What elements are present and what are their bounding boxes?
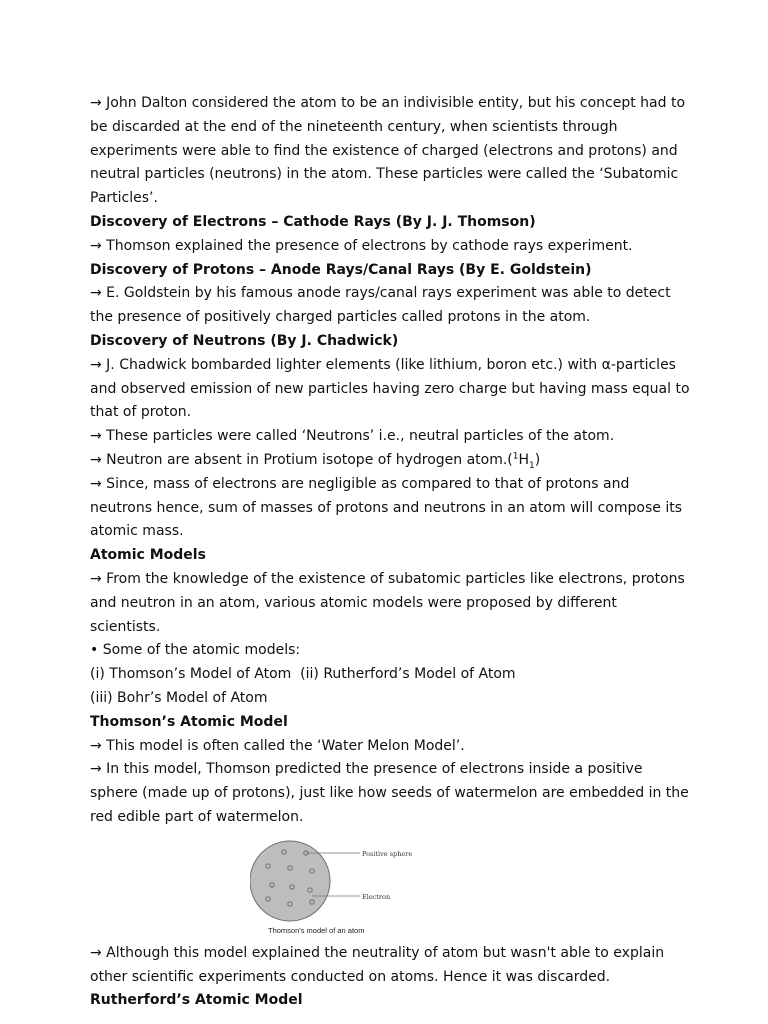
isotope-symbol: H: [518, 451, 530, 468]
paragraph-models-2: • Some of the atomic models:: [90, 642, 301, 659]
paragraph-neutrons-2: → These particles were called ‘Neutrons’ i.e., neutral particles of the atom.: [90, 428, 615, 445]
thomson-model-diagram: [250, 838, 450, 938]
paragraph-thomson-1: → This model is often called the ‘Water Melon Model’.: [90, 737, 465, 754]
heading-atomic-models: Atomic Models: [90, 547, 206, 564]
document-body: [90, 92, 690, 1013]
heading-neutrons: Discovery of Neutrons (By J. Chadwick): [90, 332, 399, 349]
paragraph-electrons: → Thomson explained the presence of electrons by cathode rays experiment.: [90, 237, 633, 254]
paragraph-protons: → E. Goldstein by his famous anode rays/canal rays experiment was able to detect the presence of positively charged particles called protons in the atom.: [90, 285, 671, 326]
isotope-mass-number: 1: [512, 451, 519, 462]
neutrons-3-close: ): [534, 451, 541, 468]
paragraph-after-figure: → Although this model explained the neutrality of atom but wasn't able to explain other scientific experiments conducted on atoms. Hence it was discarded.: [90, 944, 665, 985]
paragraph-neutrons-3: [90, 449, 690, 473]
isotope-atomic-number: 1: [529, 460, 535, 471]
heading-electrons: Discovery of Electrons – Cathode Rays (By J. J. Thomson): [90, 213, 536, 230]
thomson-model-figure: [90, 838, 690, 938]
electron-label: Electron: [362, 892, 391, 901]
paragraph-models-1: → From the knowledge of the existence of subatomic particles like electrons, protons and neutron in an atom, various atomic models were proposed by different scientists.: [90, 570, 685, 635]
heading-thomson: Thomson’s Atomic Model: [90, 713, 288, 730]
neutrons-3-text: → Neutron are absent in Protium isotope of hydrogen atom.(: [90, 451, 513, 468]
heading-rutherford: Rutherford’s Atomic Model: [90, 992, 303, 1009]
paragraph-neutrons-4: → Since, mass of electrons are negligible as compared to that of protons and neutrons hence, sum of masses of protons and neutrons in an atom will compose its atomic mass.: [90, 475, 682, 540]
positive-sphere-label: Positive sphere: [362, 849, 413, 858]
paragraph-thomson-2: → In this model, Thomson predicted the presence of electrons inside a positive sphere (made up of protons), just like how seeds of watermelon are embedded in the red edible part of watermelon.: [90, 761, 689, 825]
paragraph-models-4: (iii) Bohr’s Model of Atom: [90, 689, 268, 706]
paragraph-neutrons-1: → J. Chadwick bombarded lighter elements (like lithium, boron etc.) with α-particles and observed emission of new particles having zero charge but having mass equal to that of proton.: [90, 356, 690, 421]
paragraph-models-3: (i) Thomson’s Model of Atom (ii) Rutherford’s Model of Atom: [90, 666, 516, 683]
paragraph-dalton: → John Dalton considered the atom to be an indivisible entity, but his concept had to be discarded at the end of the nineteenth century, when scientists through experiments were able to find the existence of charged (electrons and protons) and neutral particles (neutrons) in the atom. These particles were called the ‘Subatomic Particles’.: [90, 95, 686, 207]
figure-caption: Thomson's model of an atom: [268, 925, 365, 935]
heading-protons: Discovery of Protons – Anode Rays/Canal Rays (By E. Goldstein): [90, 261, 592, 278]
